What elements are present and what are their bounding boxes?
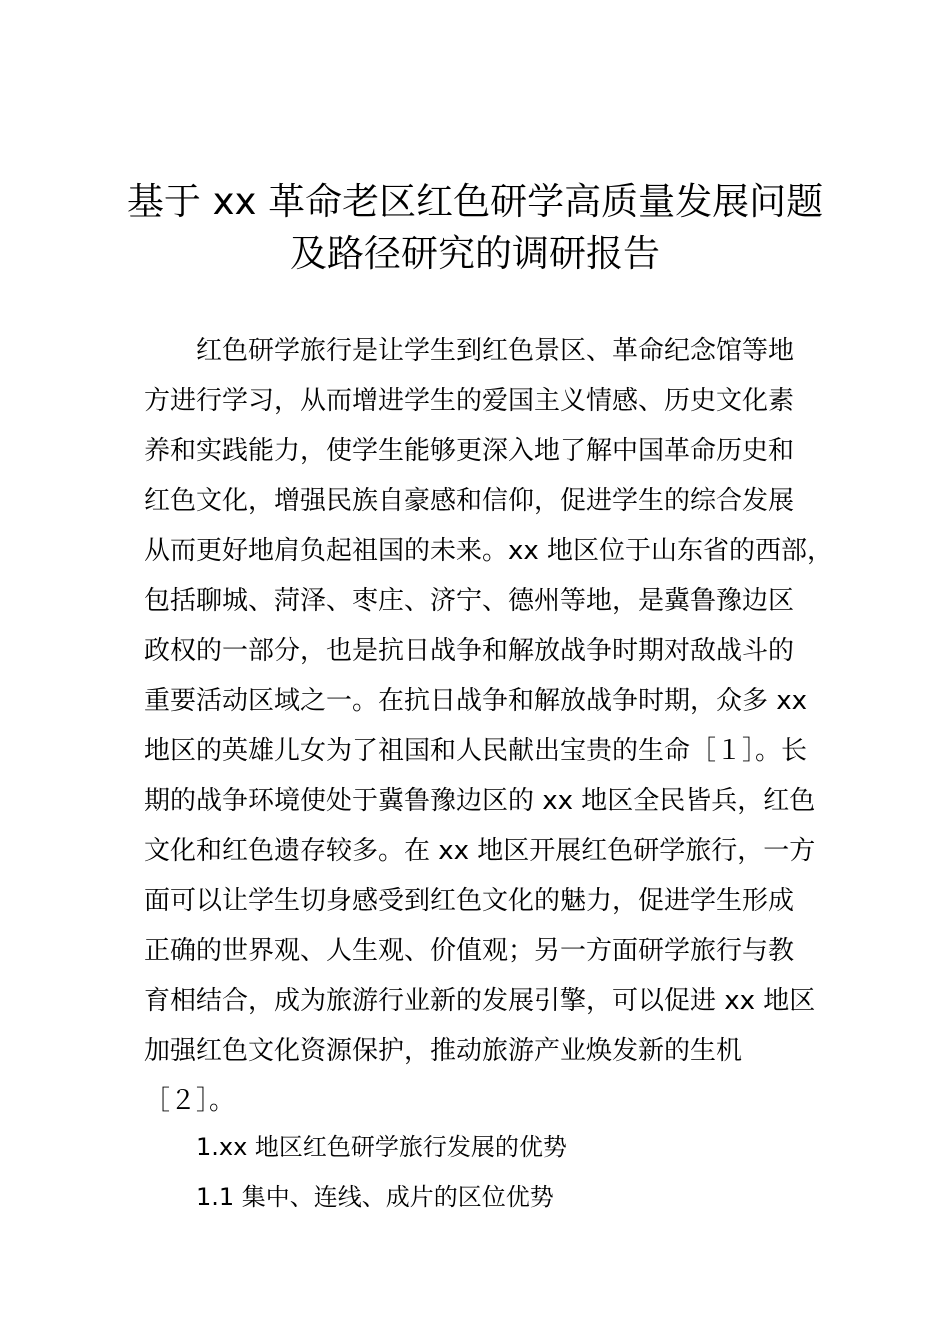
paragraph-line-4: 红色文化，增强民族自豪感和信仰，促进学生的综合发展: [144, 486, 795, 516]
section-heading-1-1: 1.1 集中、连线、成片的区位优势: [196, 1183, 554, 1211]
paragraph-line-14: 育相结合，成为旅游行业新的发展引擎，可以促进 xx 地区: [144, 986, 816, 1016]
paragraph-line-13: 正确的世界观、人生观、价值观；另一方面研学旅行与教: [144, 936, 795, 966]
paragraph-line-15: 加强红色文化资源保护，推动旅游产业焕发新的生机: [144, 1036, 743, 1066]
paragraph-line-12: 面可以让学生切身感受到红色文化的魅力，促进学生形成: [144, 886, 795, 916]
paragraph-line-6: 包括聊城、菏泽、枣庄、济宁、德州等地，是冀鲁豫边区: [144, 586, 795, 616]
paragraph-line-16: ［２］。: [144, 1086, 236, 1116]
document-title-line-1: 基于 xx 革命老区红色研学高质量发展问题: [126, 180, 824, 223]
section-heading-1: 1.xx 地区红色研学旅行发展的优势: [196, 1133, 567, 1161]
paragraph-line-3: 养和实践能力，使学生能够更深入地了解中国革命历史和: [144, 436, 795, 466]
paragraph-line-1: 红色研学旅行是让学生到红色景区、革命纪念馆等地: [144, 336, 795, 366]
paragraph-line-10: 期的战争环境使处于冀鲁豫边区的 xx 地区全民皆兵，红色: [144, 786, 816, 816]
paragraph-line-8: 重要活动区域之一。在抗日战争和解放战争时期，众多 xx: [144, 686, 808, 716]
document-title-line-2: 及路径研究的调研报告: [290, 232, 660, 275]
paragraph-line-5: 从而更好地肩负起祖国的未来。xx 地区位于山东省的西部，: [144, 536, 834, 566]
paragraph-line-7: 政权的一部分，也是抗日战争和解放战争时期对敌战斗的: [144, 636, 795, 666]
paragraph-line-9: 地区的英雄儿女为了祖国和人民献出宝贵的生命［１］。长: [144, 736, 808, 766]
paragraph-line-11: 文化和红色遗存较多。在 xx 地区开展红色研学旅行，一方: [144, 836, 816, 866]
paragraph-line-2: 方进行学习，从而增进学生的爱国主义情感、历史文化素: [144, 386, 795, 416]
